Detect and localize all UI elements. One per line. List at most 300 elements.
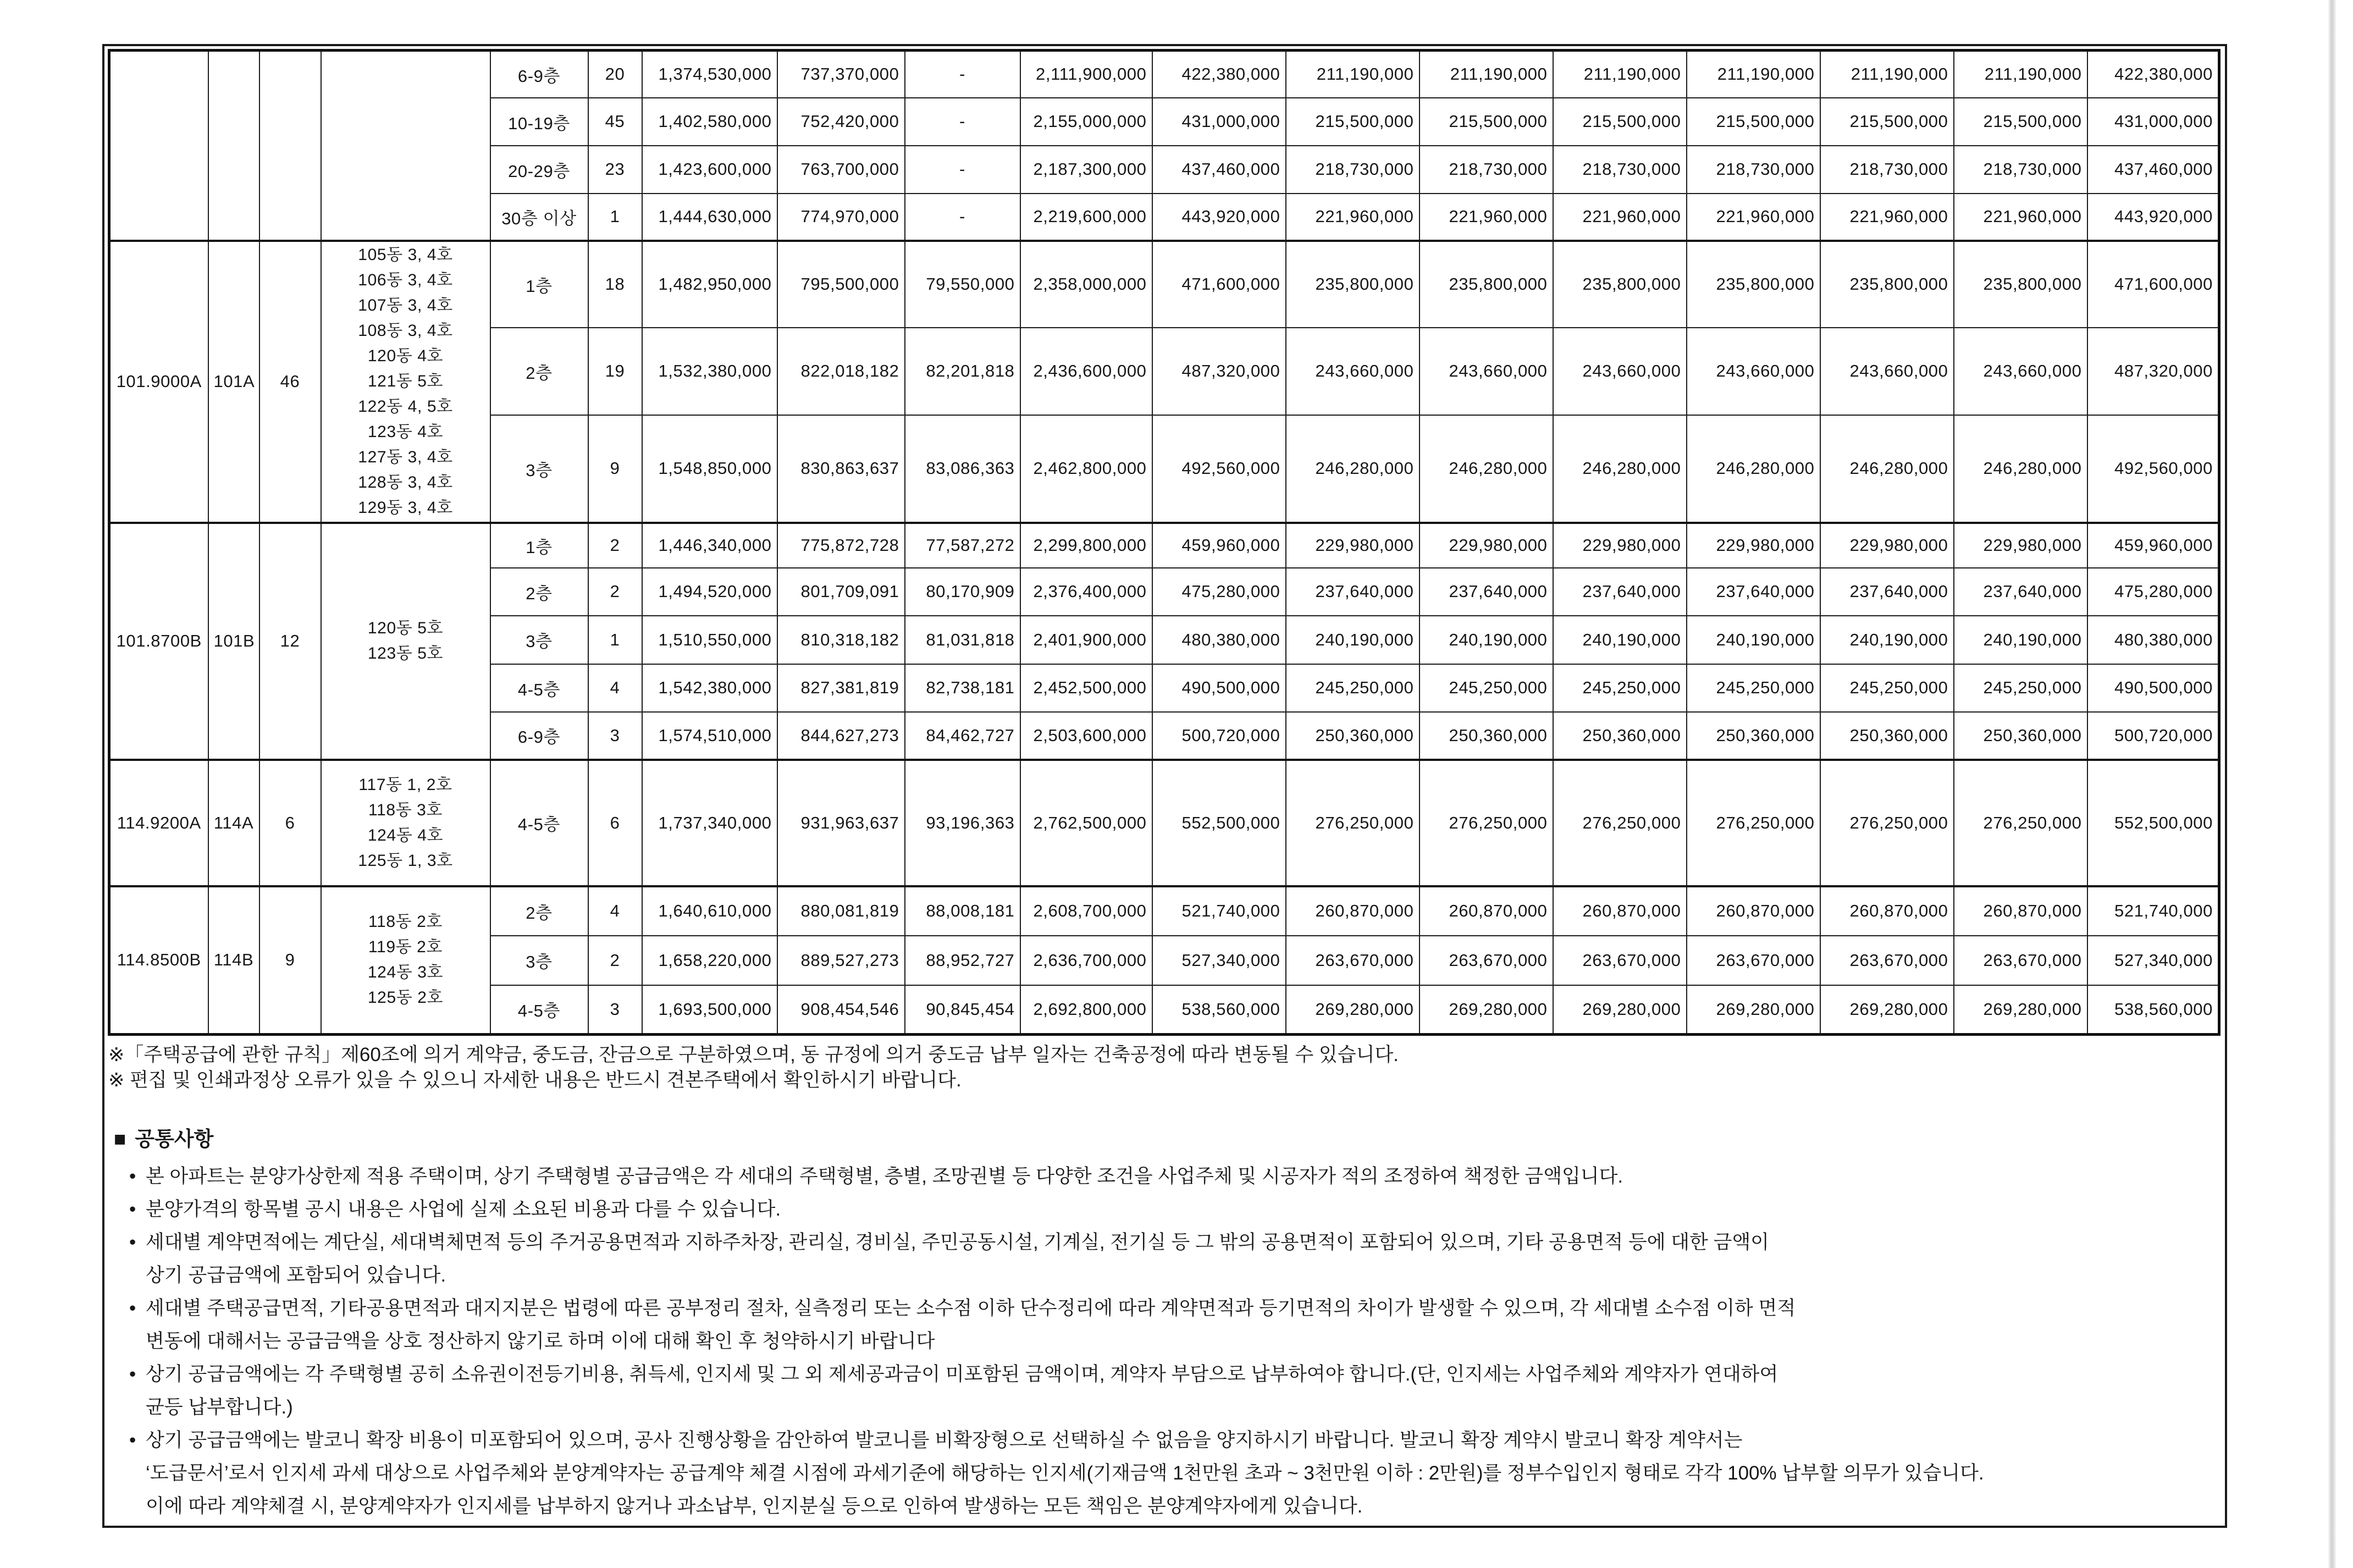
payment-installment-cell: 246,280,000 (1419, 415, 1553, 523)
dong-ho-line: 108동 3, 4호 (358, 322, 453, 340)
payment-installment-cell: 245,250,000 (1419, 664, 1553, 712)
dong-ho-line: 125동 1, 3호 (358, 851, 453, 870)
price-row (109, 886, 2219, 936)
total-price-cell: 2,436,600,000 (1020, 328, 1152, 415)
payment-installment-cell: 269,280,000 (1286, 985, 1419, 1035)
building-cost-cell: 737,370,000 (777, 51, 905, 98)
payment-installment-cell: 422,380,000 (2087, 51, 2219, 98)
building-cost-cell: 763,700,000 (777, 146, 905, 194)
land-cost-cell: 1,640,610,000 (642, 886, 777, 936)
payment-installment-cell: 459,960,000 (2087, 523, 2219, 568)
payment-installment-cell: 480,380,000 (2087, 616, 2219, 664)
dong-ho-cell (321, 51, 490, 241)
bullet-item (129, 1160, 1984, 1193)
total-price-cell: 2,299,800,000 (1020, 523, 1152, 568)
payment-installment-cell: 243,660,000 (1286, 328, 1419, 415)
payment-installment-cell: 490,500,000 (1152, 664, 1286, 712)
total-price-cell: 2,608,700,000 (1020, 886, 1152, 936)
land-cost-cell: 1,374,530,000 (642, 51, 777, 98)
payment-installment-cell: 218,730,000 (1419, 146, 1553, 194)
bullet-text-line: 분양가격의 항목별 공시 내용은 사업에 실제 소요된 비용과 다를 수 있습니다. (146, 1199, 781, 1220)
payment-installment-cell: 263,670,000 (1954, 936, 2087, 985)
note-line: ※「주택공급에 관한 규칙」제60조에 의거 계약금, 중도금, 잔금으로 구분하였으며, 동 규정에 의거 중도금 납부 일자는 건축공정에 따라 변동될 수 있습니다. (108, 1044, 1399, 1065)
land-cost-cell: 1,494,520,000 (642, 568, 777, 616)
bullet-text-line: 세대별 계약면적에는 계단실, 세대벽체면적 등의 주거공용면적과 지하주차장, 관리실, 경비실, 주민공동시설, 기계실, 전기실 등 그 밖의 공용면적이 포함되어 있으며, 기타 공용면적 등에 대한 금액이 (146, 1232, 1769, 1253)
payment-installment-cell: 246,280,000 (1286, 415, 1419, 523)
notes-section (108, 1040, 2225, 1524)
total-price-cell: 2,452,500,000 (1020, 664, 1152, 712)
vat-cell: 88,008,181 (905, 886, 1020, 936)
vat-cell: - (905, 194, 1020, 241)
payment-installment-cell: 492,560,000 (1152, 415, 1286, 523)
unit-count-cell: 1 (588, 616, 642, 664)
total-price-cell: 2,692,800,000 (1020, 985, 1152, 1035)
floor-cell: 3층 (490, 415, 588, 523)
bullet-item (129, 1226, 1984, 1292)
vat-cell: - (905, 98, 1020, 146)
vat-cell: 81,031,818 (905, 616, 1020, 664)
payment-installment-cell: 527,340,000 (2087, 936, 2219, 985)
floor-cell: 3층 (490, 616, 588, 664)
total-price-cell: 2,187,300,000 (1020, 146, 1152, 194)
payment-installment-cell: 490,500,000 (2087, 664, 2219, 712)
land-cost-cell: 1,542,380,000 (642, 664, 777, 712)
type-code-cell: 101B (208, 523, 259, 760)
payment-installment-cell: 250,360,000 (1687, 712, 1820, 760)
payment-installment-cell: 243,660,000 (1419, 328, 1553, 415)
payment-installment-cell: 211,190,000 (1419, 51, 1553, 98)
unit-count-cell: 2 (588, 568, 642, 616)
vat-cell: 93,196,363 (905, 760, 1020, 886)
dong-ho-line: 124동 3호 (367, 963, 444, 982)
payment-installment-cell: 475,280,000 (2087, 568, 2219, 616)
payment-installment-cell: 215,500,000 (1419, 98, 1553, 146)
floor-cell: 6-9층 (490, 51, 588, 98)
payment-installment-cell: 240,190,000 (1954, 616, 2087, 664)
total-price-cell: 2,636,700,000 (1020, 936, 1152, 985)
bullet-text-line: 상기 공급금액에는 각 주택형별 공히 소유권이전등기비용, 취득세, 인지세 및 그 외 제세공과금이 미포함된 금액이며, 계약자 부담으로 납부하여야 합니다.(단, 인지세는 사업주체와 계약자가 연대하여 (146, 1363, 1778, 1385)
floor-cell: 1층 (490, 523, 588, 568)
dong-ho-line: 123동 5호 (367, 644, 444, 662)
building-cost-cell: 931,963,637 (777, 760, 905, 886)
vat-cell: 83,086,363 (905, 415, 1020, 523)
payment-installment-cell: 245,250,000 (1553, 664, 1687, 712)
vat-cell: 80,170,909 (905, 568, 1020, 616)
payment-installment-cell: 215,500,000 (1286, 98, 1419, 146)
payment-installment-cell: 215,500,000 (1687, 98, 1820, 146)
payment-installment-cell: 250,360,000 (1954, 712, 2087, 760)
payment-installment-cell: 246,280,000 (1687, 415, 1820, 523)
land-cost-cell: 1,693,500,000 (642, 985, 777, 1035)
unit-count-cell: 4 (588, 664, 642, 712)
land-cost-cell: 1,446,340,000 (642, 523, 777, 568)
payment-installment-cell: 269,280,000 (1419, 985, 1553, 1035)
payment-installment-cell: 459,960,000 (1152, 523, 1286, 568)
dong-ho-line: 128동 3, 4호 (358, 473, 453, 492)
payment-installment-cell: 240,190,000 (1553, 616, 1687, 664)
bullet-text-line: 세대별 주택공급면적, 기타공용면적과 대지지분은 법령에 따른 공부정리 절차, 실측정리 또는 소수점 이하 단수정리에 따라 계약면적과 등기면적의 차이가 발생할 수 있으며, 각 세대별 소수점 이하 면적 (146, 1298, 1796, 1319)
unit-count-cell: 3 (588, 985, 642, 1035)
floor-cell: 6-9층 (490, 712, 588, 760)
payment-installment-cell: 243,660,000 (1553, 328, 1687, 415)
payment-installment-cell: 243,660,000 (1687, 328, 1820, 415)
vat-cell: 82,738,181 (905, 664, 1020, 712)
land-cost-cell: 1,423,600,000 (642, 146, 777, 194)
payment-installment-cell: 437,460,000 (1152, 146, 1286, 194)
housing-type-cell: 114.9200A (109, 760, 208, 886)
bullet-dot-icon: • (129, 1166, 136, 1187)
payment-installment-cell: 552,500,000 (1152, 760, 1286, 886)
payment-installment-cell: 218,730,000 (1687, 146, 1820, 194)
unit-count-cell: 2 (588, 523, 642, 568)
dong-ho-line: 127동 3, 4호 (358, 448, 453, 466)
land-cost-cell: 1,532,380,000 (642, 328, 777, 415)
payment-installment-cell: 245,250,000 (1687, 664, 1820, 712)
payment-installment-cell: 443,920,000 (2087, 194, 2219, 241)
dong-ho-line: 123동 4호 (367, 423, 444, 441)
payment-installment-cell: 246,280,000 (1954, 415, 2087, 523)
price-table-body (109, 51, 2219, 1035)
payment-installment-cell: 276,250,000 (1954, 760, 2087, 886)
payment-installment-cell: 269,280,000 (1553, 985, 1687, 1035)
payment-installment-cell: 422,380,000 (1152, 51, 1286, 98)
dong-ho-line: 118동 3호 (368, 800, 443, 819)
payment-installment-cell: 237,640,000 (1553, 568, 1687, 616)
unit-count-cell: 1 (588, 194, 642, 241)
payment-installment-cell: 237,640,000 (1687, 568, 1820, 616)
payment-installment-cell: 276,250,000 (1820, 760, 1954, 886)
housing-type-cell: 101.8700B (109, 523, 208, 760)
payment-installment-cell: 487,320,000 (1152, 328, 1286, 415)
unit-count-cell: 20 (588, 51, 642, 98)
building-cost-cell: 822,018,182 (777, 328, 905, 415)
payment-installment-cell: 221,960,000 (1286, 194, 1419, 241)
bullet-item (129, 1424, 1984, 1523)
vat-cell: 79,550,000 (905, 241, 1020, 328)
payment-installment-cell: 538,560,000 (2087, 985, 2219, 1035)
payment-installment-cell: 431,000,000 (1152, 98, 1286, 146)
land-cost-cell: 1,402,580,000 (642, 98, 777, 146)
building-cost-cell: 775,872,728 (777, 523, 905, 568)
unit-count-cell: 19 (588, 328, 642, 415)
payment-installment-cell: 221,960,000 (1687, 194, 1820, 241)
price-row (109, 523, 2219, 568)
vat-cell: 77,587,272 (905, 523, 1020, 568)
payment-installment-cell: 235,800,000 (1954, 241, 2087, 328)
total-price-cell: 2,401,900,000 (1020, 616, 1152, 664)
floor-cell: 20-29층 (490, 146, 588, 194)
housing-type-cell: 114.8500B (109, 886, 208, 1035)
bullet-text-line: 이에 따라 계약체결 시, 분양계약자가 인지세를 납부하지 않거나 과소납부, 인지분실 등으로 인하여 발생하는 모든 책임은 분양계약자에게 있습니다. (146, 1495, 1363, 1517)
dong-ho-cell (321, 523, 490, 760)
payment-installment-cell: 218,730,000 (1553, 146, 1687, 194)
dong-ho-line: 124동 4호 (367, 826, 444, 844)
payment-installment-cell: 431,000,000 (2087, 98, 2219, 146)
payment-installment-cell: 521,740,000 (2087, 886, 2219, 936)
payment-installment-cell: 538,560,000 (1152, 985, 1286, 1035)
payment-installment-cell: 276,250,000 (1553, 760, 1687, 886)
payment-installment-cell: 521,740,000 (1152, 886, 1286, 936)
building-cost-cell: 830,863,637 (777, 415, 905, 523)
payment-installment-cell: 229,980,000 (1286, 523, 1419, 568)
payment-installment-cell: 480,380,000 (1152, 616, 1286, 664)
payment-installment-cell: 475,280,000 (1152, 568, 1286, 616)
dong-ho-cell (321, 886, 490, 1035)
floor-cell: 4-5층 (490, 664, 588, 712)
bullet-text-line: ‘도급문서’로서 인지세 과세 대상으로 사업주체와 분양계약자는 공급계약 체결 시점에 과세기준에 해당하는 인지세(기재금액 1천만원 초과 ~ 3천만원 이하 : 2만원)를 정부수입인지 형태로 각각 100% 납부할 의무가 있습니다. (146, 1462, 1984, 1484)
payment-installment-cell: 229,980,000 (1820, 523, 1954, 568)
total-units-cell (259, 51, 321, 241)
floor-cell: 1층 (490, 241, 588, 328)
payment-installment-cell: 215,500,000 (1553, 98, 1687, 146)
payment-installment-cell: 250,360,000 (1419, 712, 1553, 760)
building-cost-cell: 844,627,273 (777, 712, 905, 760)
dong-ho-line: 120동 5호 (367, 619, 444, 637)
unit-count-cell: 2 (588, 936, 642, 985)
payment-installment-cell: 237,640,000 (1419, 568, 1553, 616)
payment-installment-cell: 218,730,000 (1286, 146, 1419, 194)
total-price-cell: 2,376,400,000 (1020, 568, 1152, 616)
dong-ho-line: 120동 4호 (367, 347, 444, 365)
payment-installment-cell: 211,190,000 (1954, 51, 2087, 98)
payment-installment-cell: 263,670,000 (1687, 936, 1820, 985)
bullet-dot-icon: • (129, 1232, 136, 1253)
total-units-cell: 46 (259, 241, 321, 523)
payment-installment-cell: 527,340,000 (1152, 936, 1286, 985)
vat-cell: - (905, 51, 1020, 98)
heading-text: 공통사항 (135, 1128, 214, 1150)
payment-installment-cell: 235,800,000 (1286, 241, 1419, 328)
building-cost-cell: 810,318,182 (777, 616, 905, 664)
payment-installment-cell: 260,870,000 (1286, 886, 1419, 936)
payment-installment-cell: 235,800,000 (1553, 241, 1687, 328)
payment-installment-cell: 218,730,000 (1820, 146, 1954, 194)
total-price-cell: 2,462,800,000 (1020, 415, 1152, 523)
total-price-cell: 2,503,600,000 (1020, 712, 1152, 760)
payment-installment-cell: 246,280,000 (1820, 415, 1954, 523)
payment-installment-cell: 237,640,000 (1286, 568, 1419, 616)
dong-ho-line: 121동 5호 (367, 372, 444, 390)
unit-count-cell: 45 (588, 98, 642, 146)
vat-cell: - (905, 146, 1020, 194)
payment-installment-cell: 229,980,000 (1954, 523, 2087, 568)
payment-installment-cell: 437,460,000 (2087, 146, 2219, 194)
common-bullet-list (129, 1160, 1984, 1523)
unit-count-cell: 23 (588, 146, 642, 194)
payment-installment-cell: 263,670,000 (1553, 936, 1687, 985)
unit-count-cell: 9 (588, 415, 642, 523)
payment-installment-cell: 245,250,000 (1286, 664, 1419, 712)
dong-ho-cell (321, 241, 490, 523)
payment-installment-cell: 243,660,000 (1954, 328, 2087, 415)
payment-installment-cell: 221,960,000 (1954, 194, 2087, 241)
bullet-dot-icon: • (129, 1298, 136, 1319)
land-cost-cell: 1,548,850,000 (642, 415, 777, 523)
scan-edge-line (2328, 0, 2337, 1568)
building-cost-cell: 880,081,819 (777, 886, 905, 936)
building-cost-cell: 752,420,000 (777, 98, 905, 146)
payment-installment-cell: 240,190,000 (1286, 616, 1419, 664)
payment-installment-cell: 237,640,000 (1820, 568, 1954, 616)
housing-type-cell (109, 51, 208, 241)
dong-ho-line: 119동 2호 (368, 938, 443, 957)
payment-installment-cell: 218,730,000 (1954, 146, 2087, 194)
payment-installment-cell: 211,190,000 (1553, 51, 1687, 98)
dong-ho-line: 129동 3, 4호 (358, 499, 453, 517)
type-code-cell: 114A (208, 760, 259, 886)
land-cost-cell: 1,510,550,000 (642, 616, 777, 664)
building-cost-cell: 801,709,091 (777, 568, 905, 616)
payment-installment-cell: 215,500,000 (1954, 98, 2087, 146)
land-cost-cell: 1,482,950,000 (642, 241, 777, 328)
common-heading (114, 1124, 213, 1155)
dong-ho-line: 105동 3, 4호 (358, 246, 453, 264)
payment-installment-cell: 471,600,000 (1152, 241, 1286, 328)
payment-installment-cell: 229,980,000 (1419, 523, 1553, 568)
payment-installment-cell: 500,720,000 (1152, 712, 1286, 760)
payment-installment-cell: 276,250,000 (1419, 760, 1553, 886)
building-cost-cell: 795,500,000 (777, 241, 905, 328)
payment-installment-cell: 245,250,000 (1820, 664, 1954, 712)
total-units-cell: 6 (259, 760, 321, 886)
price-row (109, 760, 2219, 886)
payment-installment-cell: 235,800,000 (1687, 241, 1820, 328)
payment-installment-cell: 250,360,000 (1286, 712, 1419, 760)
payment-installment-cell: 260,870,000 (1553, 886, 1687, 936)
total-price-cell: 2,358,000,000 (1020, 241, 1152, 328)
payment-installment-cell: 276,250,000 (1687, 760, 1820, 886)
bullet-dot-icon: • (129, 1363, 136, 1385)
type-code-cell: 101A (208, 241, 259, 523)
land-cost-cell: 1,574,510,000 (642, 712, 777, 760)
payment-installment-cell: 263,670,000 (1419, 936, 1553, 985)
vat-cell: 90,845,454 (905, 985, 1020, 1035)
type-code-cell (208, 51, 259, 241)
bullet-text-line: 본 아파트는 분양가상한제 적용 주택이며, 상기 주택형별 공급금액은 각 세대의 주택형별, 층별, 조망권별 등 다양한 조건을 사업주체 및 시공자가 적의 조정하여 책정한 금액입니다. (146, 1166, 1623, 1187)
floor-cell: 2층 (490, 568, 588, 616)
payment-installment-cell: 260,870,000 (1687, 886, 1820, 936)
dong-ho-line: 122동 4, 5호 (358, 397, 453, 416)
total-units-cell: 9 (259, 886, 321, 1035)
payment-installment-cell: 269,280,000 (1954, 985, 2087, 1035)
payment-installment-cell: 235,800,000 (1820, 241, 1954, 328)
payment-installment-cell: 263,670,000 (1820, 936, 1954, 985)
payment-installment-cell: 211,190,000 (1820, 51, 1954, 98)
payment-installment-cell: 235,800,000 (1419, 241, 1553, 328)
unit-count-cell: 18 (588, 241, 642, 328)
payment-installment-cell: 250,360,000 (1820, 712, 1954, 760)
payment-installment-cell: 276,250,000 (1286, 760, 1419, 886)
building-cost-cell: 908,454,546 (777, 985, 905, 1035)
payment-installment-cell: 221,960,000 (1553, 194, 1687, 241)
floor-cell: 2층 (490, 886, 588, 936)
supply-price-table (108, 49, 2221, 1036)
land-cost-cell: 1,737,340,000 (642, 760, 777, 886)
payment-installment-cell: 215,500,000 (1820, 98, 1954, 146)
floor-cell: 3층 (490, 936, 588, 985)
bullet-text-line: 상기 공급금액에는 발코니 확장 비용이 미포함되어 있으며, 공사 진행상황을 감안하여 발코니를 비확장형으로 선택하실 수 없음을 양지하시기 바랍니다. 발코니 확장 계약시 발코니 확장 계약서는 (146, 1429, 1743, 1451)
payment-installment-cell: 260,870,000 (1820, 886, 1954, 936)
bullet-text-line: 상기 공급금액에 포함되어 있습니다. (146, 1265, 446, 1286)
total-price-cell: 2,155,000,000 (1020, 98, 1152, 146)
dong-ho-cell (321, 760, 490, 886)
dong-ho-line: 107동 3, 4호 (358, 296, 453, 314)
land-cost-cell: 1,658,220,000 (642, 936, 777, 985)
housing-type-cell: 101.9000A (109, 241, 208, 523)
bullet-dot-icon: • (129, 1429, 136, 1451)
payment-installment-cell: 250,360,000 (1553, 712, 1687, 760)
payment-installment-cell: 237,640,000 (1954, 568, 2087, 616)
payment-installment-cell: 245,250,000 (1954, 664, 2087, 712)
type-code-cell: 114B (208, 886, 259, 1035)
dong-ho-line: 118동 2호 (368, 913, 443, 931)
total-price-cell: 2,111,900,000 (1020, 51, 1152, 98)
payment-installment-cell: 221,960,000 (1820, 194, 1954, 241)
floor-cell: 4-5층 (490, 985, 588, 1035)
payment-installment-cell: 487,320,000 (2087, 328, 2219, 415)
total-units-cell: 12 (259, 523, 321, 760)
payment-installment-cell: 229,980,000 (1687, 523, 1820, 568)
unit-count-cell: 6 (588, 760, 642, 886)
payment-installment-cell: 492,560,000 (2087, 415, 2219, 523)
dong-ho-line: 106동 3, 4호 (358, 271, 453, 289)
bullet-text-line: 변동에 대해서는 공급금액을 상호 정산하지 않기로 하며 이에 대해 확인 후 청약하시기 바랍니다 (146, 1330, 935, 1352)
payment-installment-cell: 240,190,000 (1687, 616, 1820, 664)
vat-cell: 82,201,818 (905, 328, 1020, 415)
payment-installment-cell: 471,600,000 (2087, 241, 2219, 328)
total-price-cell: 2,219,600,000 (1020, 194, 1152, 241)
floor-cell: 10-19층 (490, 98, 588, 146)
payment-installment-cell: 211,190,000 (1687, 51, 1820, 98)
land-cost-cell: 1,444,630,000 (642, 194, 777, 241)
payment-installment-cell: 221,960,000 (1419, 194, 1553, 241)
payment-installment-cell: 240,190,000 (1820, 616, 1954, 664)
bullet-item (129, 1292, 1984, 1358)
unit-count-cell: 3 (588, 712, 642, 760)
heading-square-icon: ■ (114, 1128, 126, 1150)
building-cost-cell: 774,970,000 (777, 194, 905, 241)
payment-installment-cell: 243,660,000 (1820, 328, 1954, 415)
payment-installment-cell: 246,280,000 (1553, 415, 1687, 523)
bullet-item (129, 1358, 1984, 1424)
payment-installment-cell: 500,720,000 (2087, 712, 2219, 760)
payment-installment-cell: 240,190,000 (1419, 616, 1553, 664)
total-price-cell: 2,762,500,000 (1020, 760, 1152, 886)
vat-cell: 84,462,727 (905, 712, 1020, 760)
dong-ho-line: 117동 1, 2호 (358, 775, 452, 794)
floor-cell: 30층 이상 (490, 194, 588, 241)
dong-ho-line: 125동 2호 (367, 989, 444, 1007)
bullet-item (129, 1193, 1984, 1226)
payment-installment-cell: 260,870,000 (1954, 886, 2087, 936)
building-cost-cell: 827,381,819 (777, 664, 905, 712)
payment-installment-cell: 269,280,000 (1687, 985, 1820, 1035)
price-row (109, 241, 2219, 328)
building-cost-cell: 889,527,273 (777, 936, 905, 985)
payment-installment-cell: 269,280,000 (1820, 985, 1954, 1035)
floor-cell: 2층 (490, 328, 588, 415)
price-row (109, 51, 2219, 98)
payment-installment-cell: 263,670,000 (1286, 936, 1419, 985)
payment-installment-cell: 211,190,000 (1286, 51, 1419, 98)
bullet-dot-icon: • (129, 1199, 136, 1220)
payment-installment-cell: 443,920,000 (1152, 194, 1286, 241)
bullet-text-line: 균등 납부합니다.) (146, 1396, 293, 1418)
vat-cell: 88,952,727 (905, 936, 1020, 985)
payment-installment-cell: 260,870,000 (1419, 886, 1553, 936)
floor-cell: 4-5층 (490, 760, 588, 886)
unit-count-cell: 4 (588, 886, 642, 936)
